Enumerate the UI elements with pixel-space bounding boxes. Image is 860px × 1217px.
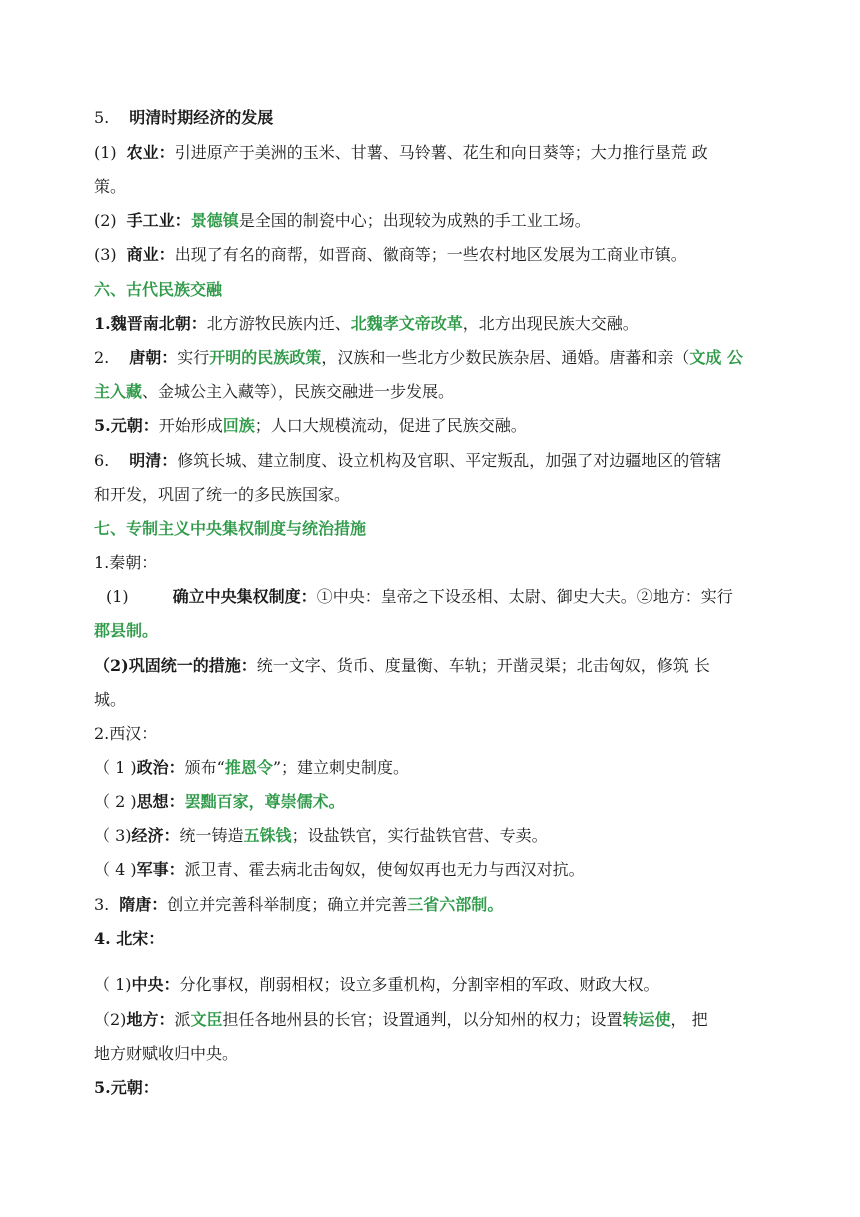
section-title: 明清时期经济的发展 <box>129 108 274 127</box>
item-text: ， 把 <box>670 1010 708 1029</box>
item-text: 城。 <box>94 690 127 709</box>
subheading-qin <box>94 553 157 573</box>
item-text: 统一文字、货币、度量衡、车轨；开凿灵渠；北击匈奴，修筑 长 <box>256 656 710 675</box>
item-text: 颁布“ <box>184 758 225 777</box>
item-text: 引进原产于美洲的玉米、甘薯、马铃薯、花生和向日葵等；大力推行垦荒 政 <box>174 143 708 162</box>
item-label: 隋唐： <box>119 895 168 914</box>
item-text: 、金城公主入藏等），民族交融进一步发展。 <box>142 382 455 401</box>
item-text: 策。 <box>94 177 127 196</box>
item-text: 分化事权，削弱相权；设立多重机构，分割宰相的军政、财政大权。 <box>179 975 660 994</box>
item-label: 唐朝： <box>129 348 178 367</box>
item-number: （ 4 ) <box>94 860 137 879</box>
item-text: 。 <box>487 895 504 914</box>
key-term: 文臣 <box>190 1010 223 1029</box>
paragraph-tang-cont <box>94 382 454 402</box>
item-number: (3) <box>94 245 117 264</box>
paragraph-sui-tang <box>94 895 503 915</box>
paragraph-qin-2 <box>94 656 710 676</box>
item-text: 出现了有名的商帮，如晋商、徽商等；一些农村地区发展为工商业市镇。 <box>174 245 687 264</box>
subheading-northern-song: 4. 北宋： <box>94 929 165 948</box>
section-heading-7: 七、专制主义中央集权制度与统治措施 <box>94 519 367 538</box>
item-label: 中央： <box>131 975 180 994</box>
paragraph-wei-jin <box>94 314 639 334</box>
paragraph-ming-qing <box>94 451 721 471</box>
subheading-yuan: 5.元朝： <box>94 1078 159 1097</box>
item-text: 修筑长城、建立制度、设立机构及官职、平定叛乱，加强了对边疆地区的管辖 <box>177 451 722 470</box>
item-number: （2) <box>94 656 129 675</box>
item-number: （ 1) <box>94 975 132 994</box>
item-text: ；人口大规模流动，促进了民族交融。 <box>254 416 527 435</box>
item-text: ；设盐铁官，实行盐铁官营、专卖。 <box>291 826 548 845</box>
subheading: 2.西汉： <box>94 724 158 743</box>
item-text: 和开发，巩固了统一的多民族国家。 <box>94 485 351 504</box>
key-term: 主入藏 <box>94 382 143 401</box>
item-text: 北方游牧民族内迁、 <box>206 314 351 333</box>
item-number: 6. <box>94 451 110 470</box>
section-heading-5 <box>94 108 273 128</box>
paragraph-ming-qing-cont <box>94 485 350 505</box>
item-number: 3. <box>94 895 110 914</box>
item-number: （2) <box>94 1010 127 1029</box>
paragraph-yuan-ethnic <box>94 416 527 436</box>
item-label: 明清： <box>129 451 178 470</box>
key-term: 郡县制 <box>94 621 143 640</box>
paragraph-qin-1 <box>94 587 733 607</box>
section-heading-6: 六、古代民族交融 <box>94 280 223 299</box>
key-term: 文成 公 <box>689 348 743 367</box>
key-term: 三省六部制 <box>407 895 488 914</box>
paragraph-han-economy <box>94 826 548 846</box>
key-term: 罢黜百家，尊崇儒术 <box>184 792 329 811</box>
item-text: 创立并完善科举制度；确立并完善 <box>167 895 408 914</box>
paragraph-han-thought <box>94 792 345 812</box>
item-number: （ 1 ) <box>94 758 137 777</box>
key-term: 转运使 <box>622 1010 671 1029</box>
paragraph-tang <box>94 348 743 368</box>
item-text: 统一铸造 <box>179 826 244 845</box>
key-term: 开明的民族政策 <box>209 348 322 367</box>
paragraph-handicraft <box>94 211 591 231</box>
item-text: ①中央：皇帝之下设丞相、太尉、御史大夫。②地方：实行 <box>316 587 733 606</box>
item-label: 1.魏晋南北朝： <box>94 314 207 333</box>
item-label: 军事： <box>136 860 185 879</box>
item-text: ，汉族和一些北方少数民族杂居、通婚。唐蕃和亲（ <box>321 348 690 367</box>
item-text: 担任各地州县的长官；设置通判，以分知州的权力；设置 <box>222 1010 623 1029</box>
paragraph-qin-2-cont <box>94 690 126 710</box>
paragraph-song-local <box>94 1010 708 1030</box>
item-number: (1) <box>94 143 117 162</box>
item-number: 2. <box>94 348 110 367</box>
key-term: 回族 <box>222 416 255 435</box>
item-text: 地方财赋收归中央。 <box>94 1044 239 1063</box>
item-label: 农业： <box>126 143 175 162</box>
item-label: 手工业： <box>126 211 191 230</box>
item-text: 。 <box>328 792 345 811</box>
key-term: 景德镇 <box>190 211 239 230</box>
key-term: 推恩令 <box>224 758 273 777</box>
item-number: (1) <box>106 587 129 606</box>
item-label: 政治： <box>136 758 185 777</box>
item-label: 地方： <box>126 1010 175 1029</box>
item-number: （ 2 ) <box>94 792 137 811</box>
item-label: 巩固统一的措施： <box>128 656 257 675</box>
item-text: 派 <box>174 1010 191 1029</box>
paragraph-song-local-cont <box>94 1044 238 1064</box>
item-label: 确立中央集权制度： <box>172 587 317 606</box>
item-label: 思想： <box>136 792 185 811</box>
paragraph-song-central <box>94 975 660 995</box>
subheading-western-han <box>94 724 157 744</box>
subheading: 1.秦朝： <box>94 553 158 572</box>
paragraph-qin-1-cont <box>94 621 158 641</box>
item-number: （ 3) <box>94 826 132 845</box>
section-number: 5. <box>94 108 110 127</box>
item-text: 。 <box>142 621 159 640</box>
item-label: 经济： <box>131 826 180 845</box>
paragraph-agriculture <box>94 143 708 163</box>
item-label: 5.元朝： <box>94 416 159 435</box>
item-label: 商业： <box>126 245 175 264</box>
key-term: 北魏孝文帝改革 <box>350 314 463 333</box>
key-term: 五铢钱 <box>243 826 292 845</box>
item-text: ，北方出现民族大交融。 <box>462 314 639 333</box>
paragraph-agriculture-cont <box>94 177 126 197</box>
paragraph-han-politics <box>94 758 409 778</box>
item-text: 实行 <box>177 348 210 367</box>
item-text: ”；建立刺史制度。 <box>272 758 410 777</box>
item-text: 派卫青、霍去病北击匈奴，使匈奴再也无力与西汉对抗。 <box>184 860 585 879</box>
item-text: 开始形成 <box>158 416 223 435</box>
paragraph-commerce <box>94 245 687 265</box>
paragraph-han-military <box>94 860 585 880</box>
item-number: (2) <box>94 211 117 230</box>
item-text: 是全国的制瓷中心；出现较为成熟的手工业工场。 <box>238 211 591 230</box>
